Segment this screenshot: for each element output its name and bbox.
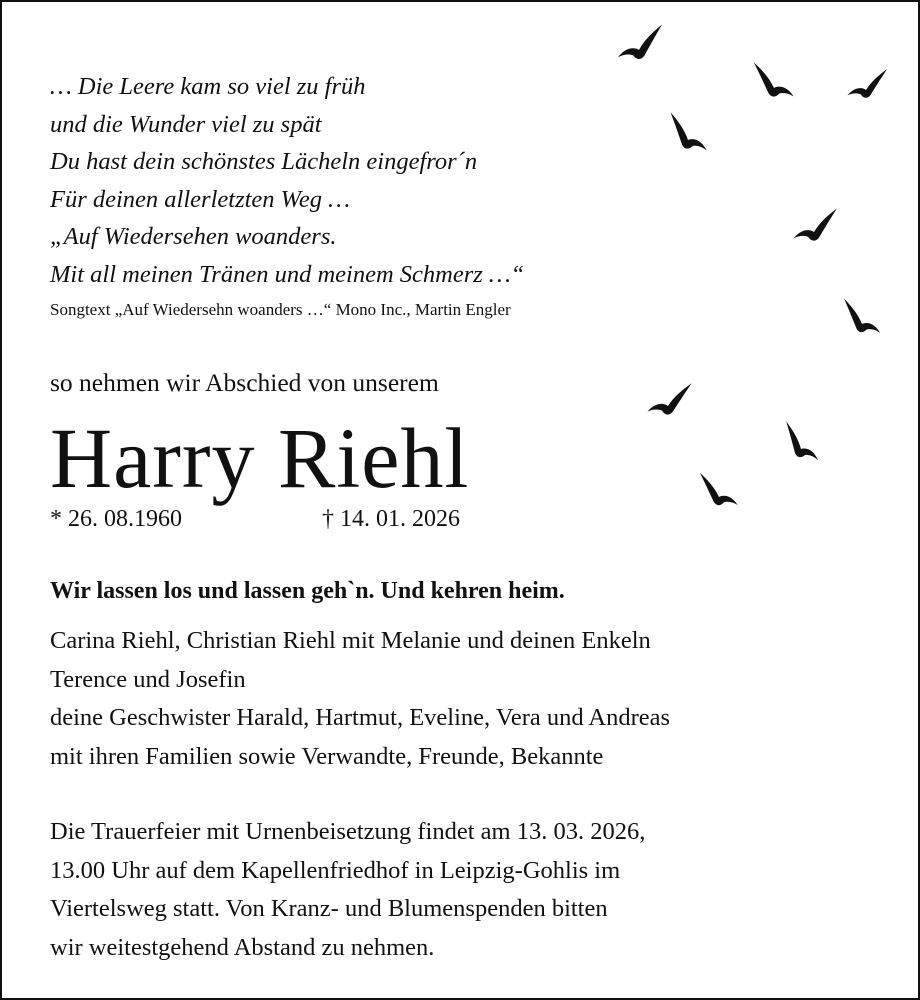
bird-icon bbox=[748, 62, 799, 101]
bird-icon bbox=[837, 298, 887, 337]
lyric-line: Für deinen allerletzten Weg … bbox=[50, 185, 350, 213]
mourners-line: mit ihren Familien sowie Verwandte, Freunde, Bekannte bbox=[50, 742, 604, 770]
lyric-line: „Auf Wiedersehen woanders. bbox=[50, 223, 337, 250]
birth-date: * 26. 08.1960 bbox=[50, 506, 182, 532]
bird-icon bbox=[776, 421, 827, 464]
bird-icon bbox=[845, 69, 889, 99]
death-date: † 14. 01. 2026 bbox=[322, 506, 460, 532]
mourners-line: Carina Riehl, Christian Riehl mit Melanie und deinen Enkeln bbox=[50, 627, 651, 654]
song-credit: Songtext „Auf Wiedersehn woanders …“ Mono Inc., Martin Engler bbox=[50, 300, 511, 319]
bird-icon bbox=[694, 472, 743, 509]
farewell-intro: so nehmen wir Abschied von unserem bbox=[50, 368, 439, 397]
deceased-name: Harry Riehl bbox=[50, 410, 470, 506]
bird-icon bbox=[661, 112, 714, 154]
flying-birds-icon bbox=[2, 2, 918, 998]
motto: Wir lassen los und lassen geh`n. Und kehren heim. bbox=[50, 578, 565, 604]
bird-icon bbox=[646, 383, 694, 416]
bird-icon bbox=[791, 208, 840, 242]
service-line: Viertelsweg statt. Von Kranz- und Blumenspenden bitten bbox=[50, 895, 608, 923]
service-line: Die Trauerfeier mit Urnenbeisetzung findet am 13. 03. 2026, bbox=[50, 818, 646, 845]
lyric-line: und die Wunder viel zu spät bbox=[50, 110, 322, 138]
lyric-line: Du hast dein schönstes Lächeln eingefror´n bbox=[50, 148, 478, 175]
lyric-line: Mit all meinen Tränen und meinem Schmerz …“ bbox=[50, 260, 525, 288]
mourners-line: Terence und Josefin bbox=[50, 665, 246, 693]
mourners-line: deine Geschwister Harald, Hartmut, Eveline, Vera und Andreas bbox=[50, 704, 671, 732]
service-line: 13.00 Uhr auf dem Kapellenfriedhof in Leipzig-Gohlis im bbox=[50, 856, 621, 884]
bird-icon bbox=[614, 25, 666, 62]
service-line: wir weitestgehend Abstand zu nehmen. bbox=[50, 933, 435, 961]
lyric-line: … Die Leere kam so viel zu früh bbox=[50, 73, 366, 100]
